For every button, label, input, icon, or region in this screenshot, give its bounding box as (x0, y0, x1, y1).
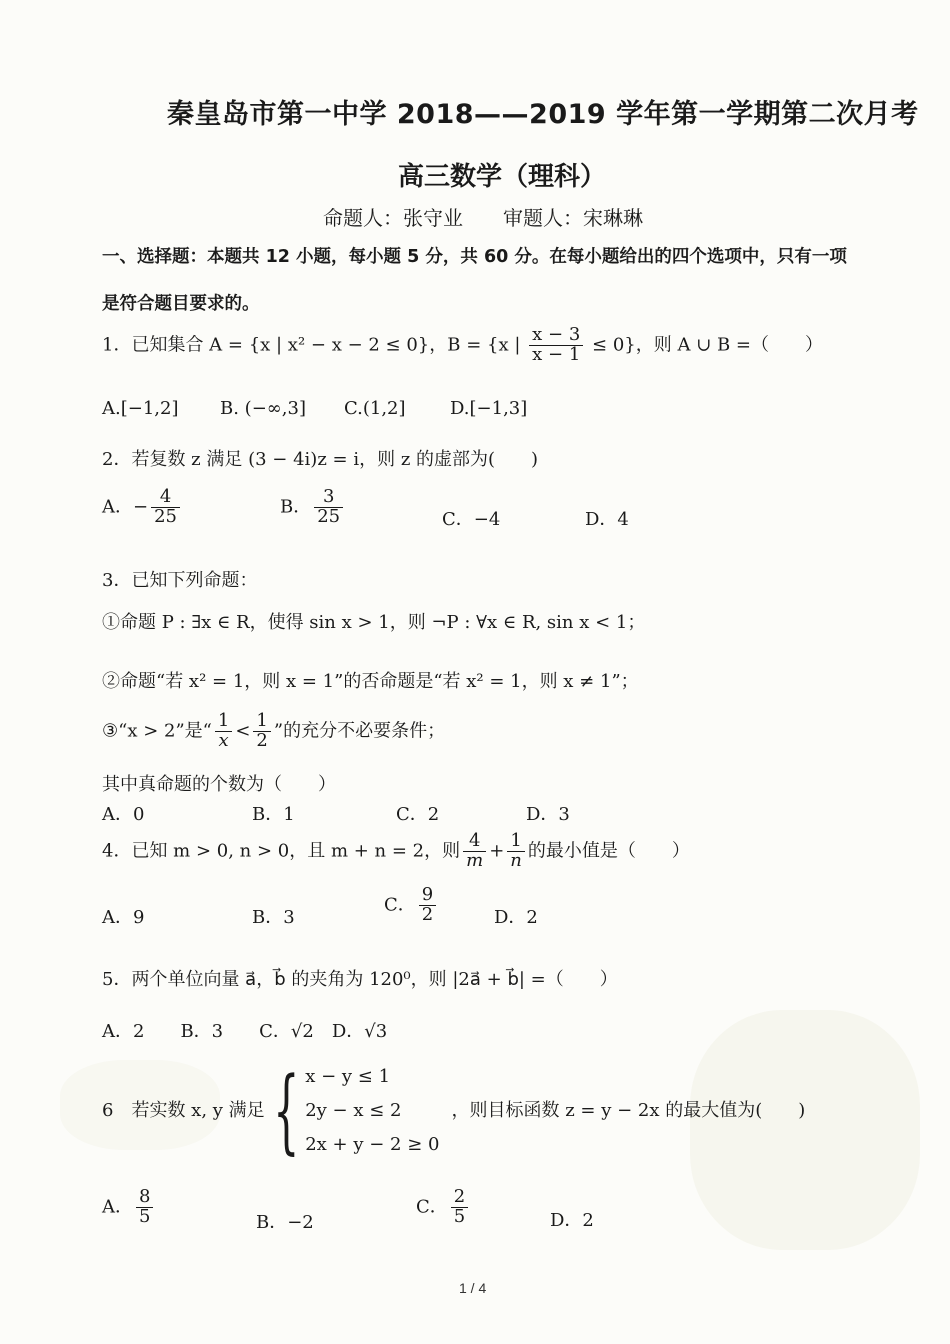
q6-a-num: 8 (136, 1188, 153, 1208)
q2-b-den: 25 (317, 505, 341, 527)
q4-f2-den: n (510, 849, 522, 871)
section-heading: 一、选择题：本题共 12 小题，每小题 5 分，共 60 分。在每小题给出的四个选项中，只有一项 (102, 247, 847, 267)
q6-constraint-system (305, 1060, 439, 1162)
q4-text-pre: 4．已知 m > 0, n > 0，且 m + n = 2，则 (102, 840, 461, 862)
q6-option-b: B．−2 (256, 1212, 314, 1233)
q3-s3-pre: ③“x > 2”是“ (102, 720, 212, 742)
q3-s3-fraction-1 (215, 712, 232, 751)
q4-option-b: B．3 (252, 907, 295, 928)
q6-system-brace: { (272, 1057, 300, 1164)
q6-constraint-1: x − y ≤ 1 (305, 1066, 391, 1087)
q3-s3-f1-num: 1 (215, 712, 232, 732)
q6-constraint-2: 2y − x ≤ 2 (305, 1100, 402, 1121)
q3-option-b: B．1 (252, 804, 295, 825)
q1-option-c: C.(1,2] (344, 398, 406, 419)
q4-c-num: 9 (419, 886, 436, 906)
question-6 (102, 1057, 806, 1164)
q3-question: 其中真命题的个数为（ ） (102, 774, 336, 795)
q2-a-den: 25 (154, 505, 177, 527)
q1-fraction-den: x − 1 (532, 343, 581, 365)
q6-c-num: 2 (451, 1188, 468, 1208)
q3-statement-1: ①命题 P : ∃x ∈ R，使得 sin x > 1，则 ¬P : ∀x ∈ R, sin x < 1； (102, 612, 646, 633)
q3-statement-3 (102, 712, 445, 751)
q1-option-a: A.[−1,2] (102, 398, 179, 419)
question-1 (102, 326, 823, 365)
q1-text-pre: 1．已知集合 A = {x | x² − x − 2 ≤ 0}，B = {x | (102, 334, 521, 356)
q2-option-a-label: A． (102, 496, 133, 518)
q4-option-d: D．2 (494, 907, 538, 928)
q6-a-den: 5 (139, 1205, 151, 1227)
q2-option-b-fraction (314, 488, 343, 527)
question-5: 5．两个单位向量 a⃗，b⃗ 的夹角为 120⁰，则 |2a⃗ + b⃗| =（ ） (102, 969, 618, 990)
q1-option-d: D.[−1,3] (450, 398, 528, 419)
q3-option-a: A．0 (102, 804, 145, 825)
q3-option-d: D．3 (526, 804, 570, 825)
q4-option-c (384, 886, 439, 925)
q3-s3-post: ”的充分不必要条件； (273, 720, 446, 742)
q4-option-c-fraction (419, 886, 436, 925)
question-2: 2．若复数 z 满足 (3 − 4i)z = i，则 z 的虚部为( ) (102, 449, 539, 470)
q2-b-num: 3 (314, 488, 343, 508)
q6-option-d: D．2 (550, 1210, 594, 1231)
q6-c-den: 5 (453, 1205, 466, 1227)
q6-option-a-label: A． (102, 1196, 133, 1218)
q3-s3-f1-den: x (218, 729, 229, 751)
q2-option-b (280, 488, 346, 527)
q6-option-a-fraction (136, 1188, 153, 1227)
q4-fraction-2 (507, 832, 525, 871)
exam-title: 秦皇岛市第一中学 2018——2019 学年第一学期第二次月考 (167, 99, 919, 130)
q3-s3-fraction-2 (253, 712, 270, 751)
q4-c-den: 2 (421, 903, 434, 925)
q3-s3-lt: < (235, 720, 251, 742)
q4-f1-den: m (466, 849, 484, 871)
q6-constraint-3: 2x + y − 2 ≥ 0 (305, 1134, 440, 1155)
q6-text-pre: 6 若实数 x, y 满足 (102, 1100, 265, 1121)
q4-option-c-label: C． (384, 894, 416, 916)
q3-statement-2: ②命题“若 x² = 1，则 x = 1”的否命题是“若 x² = 1，则 x ≠ 1”； (102, 671, 639, 692)
q6-text-post: ，则目标函数 z = y − 2x 的最大值为( ) (451, 1100, 806, 1121)
q2-option-a-fraction (151, 488, 180, 527)
q1-text-post: ≤ 0}，则 A ∪ B =（ ） (592, 334, 824, 356)
question-4 (102, 832, 690, 871)
q6-option-c (416, 1188, 471, 1227)
q4-text-post: 的最小值是（ ） (527, 840, 690, 862)
q4-f1-num: 4 (463, 832, 486, 852)
q4-plus: + (489, 840, 505, 862)
q2-option-c: C．−4 (442, 509, 501, 530)
q6-option-c-fraction (451, 1188, 468, 1227)
q1-fraction-num: x − 3 (529, 326, 583, 346)
q3-option-c: C．2 (396, 804, 440, 825)
section-heading-cont: 是符合题目要求的。 (102, 294, 260, 314)
q6-option-c-label: C． (416, 1196, 448, 1218)
q5-options: A．2 B．3 C．√2 D．√3 (102, 1021, 388, 1042)
q2-option-a (102, 488, 183, 527)
q4-fraction-1 (463, 832, 486, 871)
q2-option-b-label: B． (280, 496, 312, 518)
q2-option-a-sign: − (133, 496, 149, 518)
q2-option-d: D．4 (585, 509, 629, 530)
q1-option-b: B. (−∞,3] (220, 398, 306, 419)
q3-s3-f2-den: 2 (256, 729, 268, 751)
q6-option-a (102, 1188, 156, 1227)
page-number: 1 / 4 (459, 1280, 487, 1296)
question-3: 3．已知下列命题： (102, 570, 258, 591)
exam-authors: 命题人：张守业 审题人：宋琳琳 (323, 206, 643, 230)
q1-fraction (529, 326, 583, 365)
q3-s3-f2-num: 1 (253, 712, 270, 732)
q4-f2-num: 1 (507, 832, 525, 852)
exam-subtitle: 高三数学（理科） (398, 162, 607, 192)
q4-option-a: A．9 (102, 907, 145, 928)
q2-a-num: 4 (151, 488, 180, 508)
